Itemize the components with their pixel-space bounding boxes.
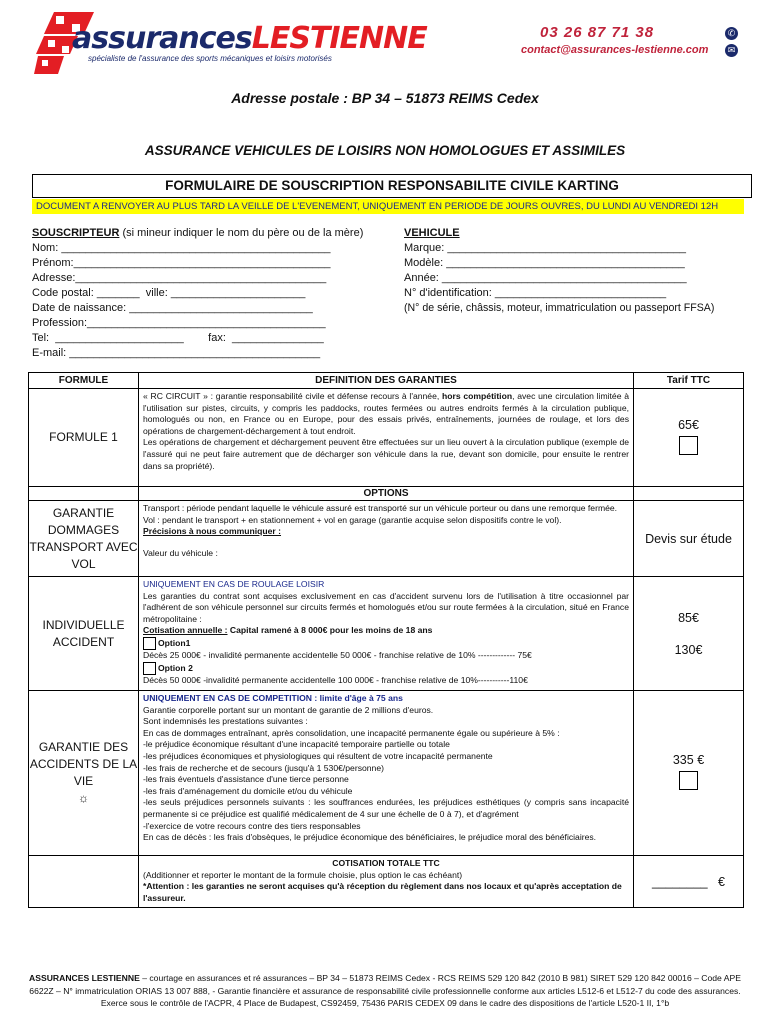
vie-tarif bbox=[634, 691, 744, 856]
sun-icon: ☼ bbox=[78, 791, 89, 805]
col-header-tarif: Tarif TTC bbox=[634, 373, 744, 389]
total-definition: COTISATION TOTALE TTC (Additionner et reporter le montant de la formule choisie, plus option le cas échéant) *Attention : les garanties ne seront acquises qu'à réception du règlement dans nos locaux et qu'après acceptation de l'assureur. bbox=[139, 856, 634, 908]
mail-icon: ✉ bbox=[725, 44, 738, 57]
vie-price: 335 € bbox=[672, 753, 705, 767]
formule1-tarif bbox=[634, 389, 744, 487]
form-title: FORMULAIRE DE SOUSCRIPTION RESPONSABILITE CIVILE KARTING bbox=[32, 174, 752, 198]
vie-checkbox[interactable] bbox=[679, 771, 698, 790]
name-field[interactable]: Nom: ____________________________________________ bbox=[32, 242, 331, 254]
phone-icon: ✆ bbox=[725, 27, 738, 40]
legal-footer: ASSURANCES LESTIENNE – courtage en assurances et ré assurances – BP 34 – 51873 REIMS Cedex - RCS REIMS 529 120 842 (2010 B 981) SIRET 529 120 842 00016 – Code APE 6622Z – N° immatriculation ORIAS 13 007 888, - Garantie financière et assurance de responsabilité civile professionnelle conforme aux articles L512-6 et L512-7 du code des assurances. Exerce sous le contrôle de l'ACPR, 4 Place de Budapest, CS92459, 75436 PARIS CEDEX 09 dans le cadre des dispositions de l'article L520-1 II, 1°b bbox=[29, 973, 741, 1008]
formule1-definition: « RC CIRCUIT » : garantie responsabilité civile et défense recours à l'année, hors compétition, avec une circulation limitée à l'utilisation sur pistes, circuits, y compris les paddocks, routes fermées ou autres endroits fermés à la circulation publique, homologués ou non, en France ou en Europe, pour des essais privés, entraînements, journées de roulage, et lors des opérations de chargement-déchargement à tout endroit. Les opérations de chargement et déchargement peuvent être effectuées sur un lieu ouvert à la circulation publique (exemple de l'assuré qui ne peut faire autrement que de décharger son véhicule dans la rue, devant son domicile, pour ensuite le rentrer dans sa propriété). bbox=[139, 389, 634, 487]
email-field[interactable]: E-mail: _________________________________________ bbox=[32, 347, 321, 359]
identification-field[interactable]: N° d'identification: ____________________________ bbox=[404, 287, 667, 299]
option1-price: 85€ bbox=[678, 610, 699, 625]
brand-field[interactable]: Marque: _______________________________________ bbox=[404, 242, 686, 254]
profession-field[interactable]: Profession:_______________________________________ bbox=[32, 317, 326, 329]
page-title: ASSURANCE VEHICULES DE LOISIRS NON HOMOLOGUES ET ASSIMILES bbox=[144, 143, 626, 158]
col-header-formule: FORMULE bbox=[29, 373, 139, 389]
subscriber-heading: SOUSCRIPTEUR (si mineur indiquer le nom du père ou de la mère) bbox=[32, 227, 364, 239]
tel-fax-field[interactable]: Tel: _____________________ fax: _______________ bbox=[32, 332, 324, 344]
transport-definition: Transport : période pendant laquelle le véhicule assuré est transporté sur un véhicule porteur ou dans une remorque fermée. Vol : pendant le transport + en stationnement + vol en garage (garantie acquise selon dispositifs contre le vol). Précisions à nous communiquer : Valeur du véhicule : bbox=[139, 501, 634, 577]
vie-definition: UNIQUEMENT EN CAS DE COMPETITION : limite d'âge à 75 ans Garantie corporelle portant sur un montant de garantie de 2 millions d'euros. Sont indemnisés les prestations suivantes : En cas de dommages entraînant, après consolidation, une incapacité permanente égale ou supérieure à 5% : -le préjudice économique résultant d'une incapacité temporaire partielle ou totale -les préjudices économiques et physiologiques qui résultent de votre incapacité permanente -les frais de recherche et de secours (jusqu'à 1 530€/personne) -les frais éventuels d'assistance d'une tierce personne -les frais d'aménagement du domicile et/ou du véhicule -les seuls préjudices personnels suivants : les souffrances endurées, les préjudices esthétiques (y compris sans incapacité permanente si ce préjudice est qualifié médicalement de 4 sur une échelle de 0 à 7), et d'agrément -l'exercice de votre recours contre des tiers responsables En cas de décès : les frais d'obsèques, le préjudice économique des bénéficiaires, le préjudice moral des bénéficiaires. bbox=[139, 691, 634, 856]
accident-definition: UNIQUEMENT EN CAS DE ROULAGE LOISIR Les garanties du contrat sont acquises exclusivement en cas d'accident survenu lors de l'utilisation à titre occasionnel par l'adhérent de son véhicule personnel sur circuits fermés et homologués et/ou sur route fermées à la circulation, situé en France métropolitaine : Cotisation annuelle : Capital ramené à 8 000€ pour les moins de 18 ans Option1 Décès 25 000€ - invalidité permanente accidentelle 50 000€ - franchise relative de 10% ------------- 75€ Option 2 Décès 50 000€ -invalidité permanente accidentelle 100 000€ - franchise relative de 10%-----------110€ bbox=[139, 577, 634, 691]
vehicle-heading: VEHICULE bbox=[404, 227, 460, 239]
address-field[interactable]: Adresse:_________________________________________ bbox=[32, 272, 327, 284]
transport-tarif: Devis sur étude bbox=[634, 501, 744, 577]
phone-number[interactable]: 03 26 87 71 38 bbox=[540, 24, 655, 41]
formule1-price: 65€ bbox=[678, 417, 699, 432]
vie-label: GARANTIE DES ACCIDENTS DE LA VIE ☼ bbox=[29, 691, 139, 856]
logo-wordmark: assurancesLESTIENNE bbox=[72, 21, 427, 56]
model-field[interactable]: Modèle: _______________________________________ bbox=[404, 257, 685, 269]
options-heading: OPTIONS bbox=[139, 487, 634, 501]
formule1-checkbox[interactable] bbox=[679, 436, 698, 455]
birthdate-field[interactable]: Date de naissance: ______________________________ bbox=[32, 302, 313, 314]
formule1-label: FORMULE 1 bbox=[29, 389, 139, 487]
contact-email[interactable]: contact@assurances-lestienne.com bbox=[521, 44, 709, 56]
year-field[interactable]: Année: ________________________________________ bbox=[404, 272, 687, 284]
option2-price: 130€ bbox=[674, 642, 703, 657]
postal-code-city-field[interactable]: Code postal: _______ ville: ______________________ bbox=[32, 287, 306, 299]
postal-address: Adresse postale : BP 34 – 51873 REIMS Cedex bbox=[231, 90, 539, 106]
transport-label: GARANTIE DOMMAGES TRANSPORT AVEC VOL bbox=[29, 501, 139, 577]
option1-checkbox[interactable] bbox=[143, 637, 156, 650]
identification-note: (N° de série, châssis, moteur, immatriculation ou passeport FFSA) bbox=[404, 302, 715, 314]
accident-label: INDIVIDUELLE ACCIDENT bbox=[29, 577, 139, 691]
deadline-notice: DOCUMENT A RENVOYER AU PLUS TARD LA VEILLE DE L'EVENEMENT, UNIQUEMENT EN PERIODE DE JOURS OUVRES, DU LUNDI AU VENDREDI 12H bbox=[32, 199, 744, 214]
logo-tagline: spécialiste de l'assurance des sports mécaniques et loisirs motorisés bbox=[88, 54, 332, 63]
guarantees-table bbox=[28, 372, 744, 908]
accident-tarif bbox=[634, 577, 744, 691]
col-header-definition: DEFINITION DES GARANTIES bbox=[139, 373, 634, 389]
total-amount[interactable]: ________ € bbox=[634, 856, 744, 908]
option2-checkbox[interactable] bbox=[143, 662, 156, 675]
firstname-field[interactable]: Prénom:__________________________________________ bbox=[32, 257, 331, 269]
